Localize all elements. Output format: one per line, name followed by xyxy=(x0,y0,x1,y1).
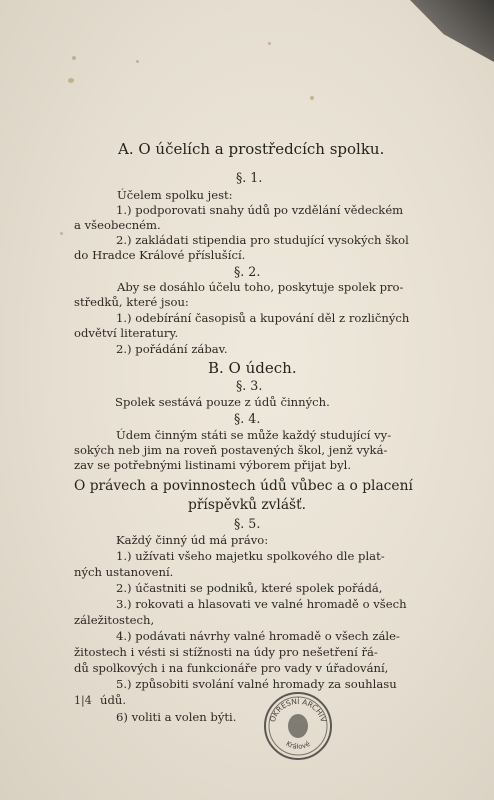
paragraph-1-heading: §. 1. xyxy=(236,170,263,185)
svg-text:Králové xyxy=(284,740,311,751)
text-line: sokých neb jim na roveň postavených škol, jenž vyká- xyxy=(74,443,388,457)
text-line: ných ustanovení. xyxy=(74,565,174,579)
section-c-title: O právech a povinnostech údů vůbec a o placení xyxy=(74,478,413,494)
section-c-title-continued: příspěvků zvlášť. xyxy=(188,497,307,513)
text-line: středků, které jsou: xyxy=(74,295,189,309)
foxing-spot xyxy=(68,78,74,83)
foxing-spot xyxy=(268,42,271,45)
paragraph-3-heading: §. 3. xyxy=(236,378,263,393)
text-line: Aby se dosáhlo účelu toho, poskytuje spolek pro- xyxy=(117,280,404,294)
text-line: Spolek sestává pouze z údů činných. xyxy=(115,395,330,409)
text-line: 5.) způsobiti svolání valné hromady za souhlasu xyxy=(116,677,397,691)
archive-stamp xyxy=(262,690,334,762)
paragraph-2-heading: §. 2. xyxy=(234,264,261,279)
foxing-spot xyxy=(310,96,314,100)
text-line: dů spolkových i na funkcionáře pro vady v úřadování, xyxy=(74,661,389,675)
text-line: do Hradce Králové příslušící. xyxy=(74,248,246,262)
foxing-spot xyxy=(60,232,63,235)
text-line: záležitostech, xyxy=(74,613,155,627)
text-line: 2.) pořádání zábav. xyxy=(116,342,228,356)
text-line: 2.) zakládati stipendia pro studující vysokých škol xyxy=(116,233,409,247)
foxing-spot xyxy=(72,56,76,60)
text-line: 2.) účastniti se podniků, které spolek pořádá, xyxy=(116,581,383,595)
stamp-text-top: OKRESNÍ ARCHIV xyxy=(267,696,329,724)
text-line: 1.) užívati všeho majetku spolkového dle plat- xyxy=(116,549,385,563)
fraction-label: 1|4 xyxy=(74,694,92,707)
foxing-spot xyxy=(136,60,139,63)
text-line: údů. xyxy=(100,693,127,707)
paragraph-4-heading: §. 4. xyxy=(234,411,261,426)
text-line: odvětví literatury. xyxy=(74,326,179,340)
paragraph-5-heading: §. 5. xyxy=(234,516,261,531)
section-b-title: B. O údech. xyxy=(208,359,297,377)
text-line: 1.) podporovati snahy údů po vzdělání vědeckém xyxy=(116,203,404,217)
text-line: Údem činným státi se může každý studující vy- xyxy=(116,428,392,442)
text-line: 1.) odebírání časopisů a kupování děl z rozličných xyxy=(116,311,410,325)
text-line: zav se potřebnými listinami výborem přijat byl. xyxy=(74,458,352,472)
text-line: a všeobecném. xyxy=(74,218,161,232)
text-line: 3.) rokovati a hlasovati ve valné hromadě o všech xyxy=(116,597,407,611)
stamp-text-bottom: Králové xyxy=(284,739,312,751)
text-line: Účelem spolku jest: xyxy=(117,188,233,202)
text-line: žitostech i vésti si stížnosti na údy pro nešetření řá- xyxy=(74,645,378,659)
text-line: 6) voliti a volen býti. xyxy=(116,710,237,724)
section-a-title: A. O účelích a prostředcích spolku. xyxy=(118,140,385,158)
text-line: Každý činný úd má právo: xyxy=(116,533,269,547)
crest-icon xyxy=(288,714,308,738)
text-line: 4.) podávati návrhy valné hromadě o všech zále- xyxy=(116,629,400,643)
folded-corner xyxy=(410,0,494,62)
